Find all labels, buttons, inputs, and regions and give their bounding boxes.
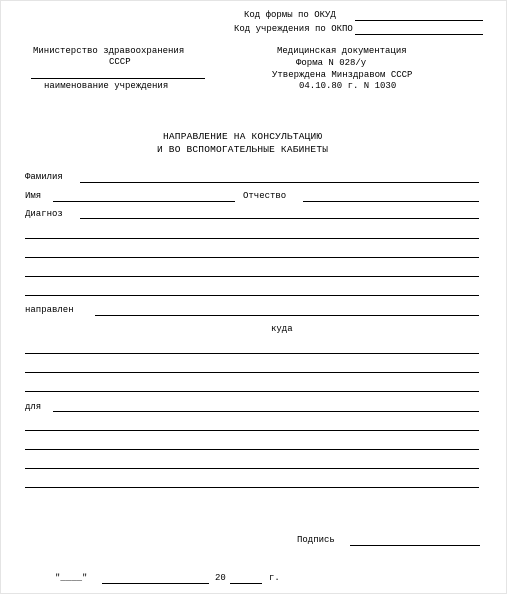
okud-line[interactable] — [355, 20, 483, 21]
title-line-2: И ВО ВСПОМОГАТЕЛЬНЫЕ КАБИНЕТЫ — [157, 144, 329, 155]
diagnosis-extra-line[interactable] — [25, 238, 479, 239]
institution-caption: наименование учреждения — [44, 81, 169, 91]
name-line[interactable] — [53, 201, 235, 202]
for-extra-line[interactable] — [25, 449, 479, 450]
surname-label: Фамилия — [25, 172, 63, 182]
okpo-line[interactable] — [355, 34, 483, 35]
sent-line[interactable] — [95, 315, 479, 316]
for-extra-line[interactable] — [25, 487, 479, 488]
for-extra-line[interactable] — [25, 430, 479, 431]
date-year-prefix: 20 — [215, 573, 226, 583]
doc-type-text: Медицинская документация — [277, 46, 407, 56]
diagnosis-line[interactable] — [80, 218, 479, 219]
surname-line[interactable] — [80, 182, 479, 183]
sent-label: направлен — [25, 305, 74, 315]
date-year-line[interactable] — [230, 583, 262, 584]
okpo-label: Код учреждения по ОКПО — [234, 24, 353, 34]
ministry-text: Министерство здравоохранения — [33, 46, 185, 56]
diagnosis-extra-line[interactable] — [25, 257, 479, 258]
form-number-text: Форма N 028/у — [296, 58, 367, 68]
country-text: СССР — [109, 57, 131, 67]
signature-line[interactable] — [350, 545, 480, 546]
date-month-line[interactable] — [102, 583, 209, 584]
for-extra-line[interactable] — [25, 468, 479, 469]
approved-text: Утверждена Минздравом СССР — [272, 70, 413, 80]
sent-extra-line[interactable] — [25, 372, 479, 373]
date-year-suffix: г. — [269, 573, 280, 583]
okud-label: Код формы по ОКУД — [244, 10, 336, 20]
date-day: "____" — [55, 573, 88, 583]
for-label: для — [25, 402, 42, 412]
name-label: Имя — [25, 191, 42, 201]
sent-extra-line[interactable] — [25, 353, 479, 354]
where-caption: куда — [271, 324, 293, 334]
institution-line[interactable] — [31, 78, 205, 79]
patronymic-label: Отчество — [243, 191, 287, 201]
diagnosis-label: Диагноз — [25, 209, 63, 219]
date-number-text: 04.10.80 г. N 1030 — [299, 81, 397, 91]
signature-label: Подпись — [297, 535, 335, 545]
sent-extra-line[interactable] — [25, 391, 479, 392]
for-line[interactable] — [53, 411, 479, 412]
patronymic-line[interactable] — [303, 201, 479, 202]
diagnosis-extra-line[interactable] — [25, 295, 479, 296]
title-line-1: НАПРАВЛЕНИЕ НА КОНСУЛЬТАЦИЮ — [163, 131, 323, 142]
diagnosis-extra-line[interactable] — [25, 276, 479, 277]
